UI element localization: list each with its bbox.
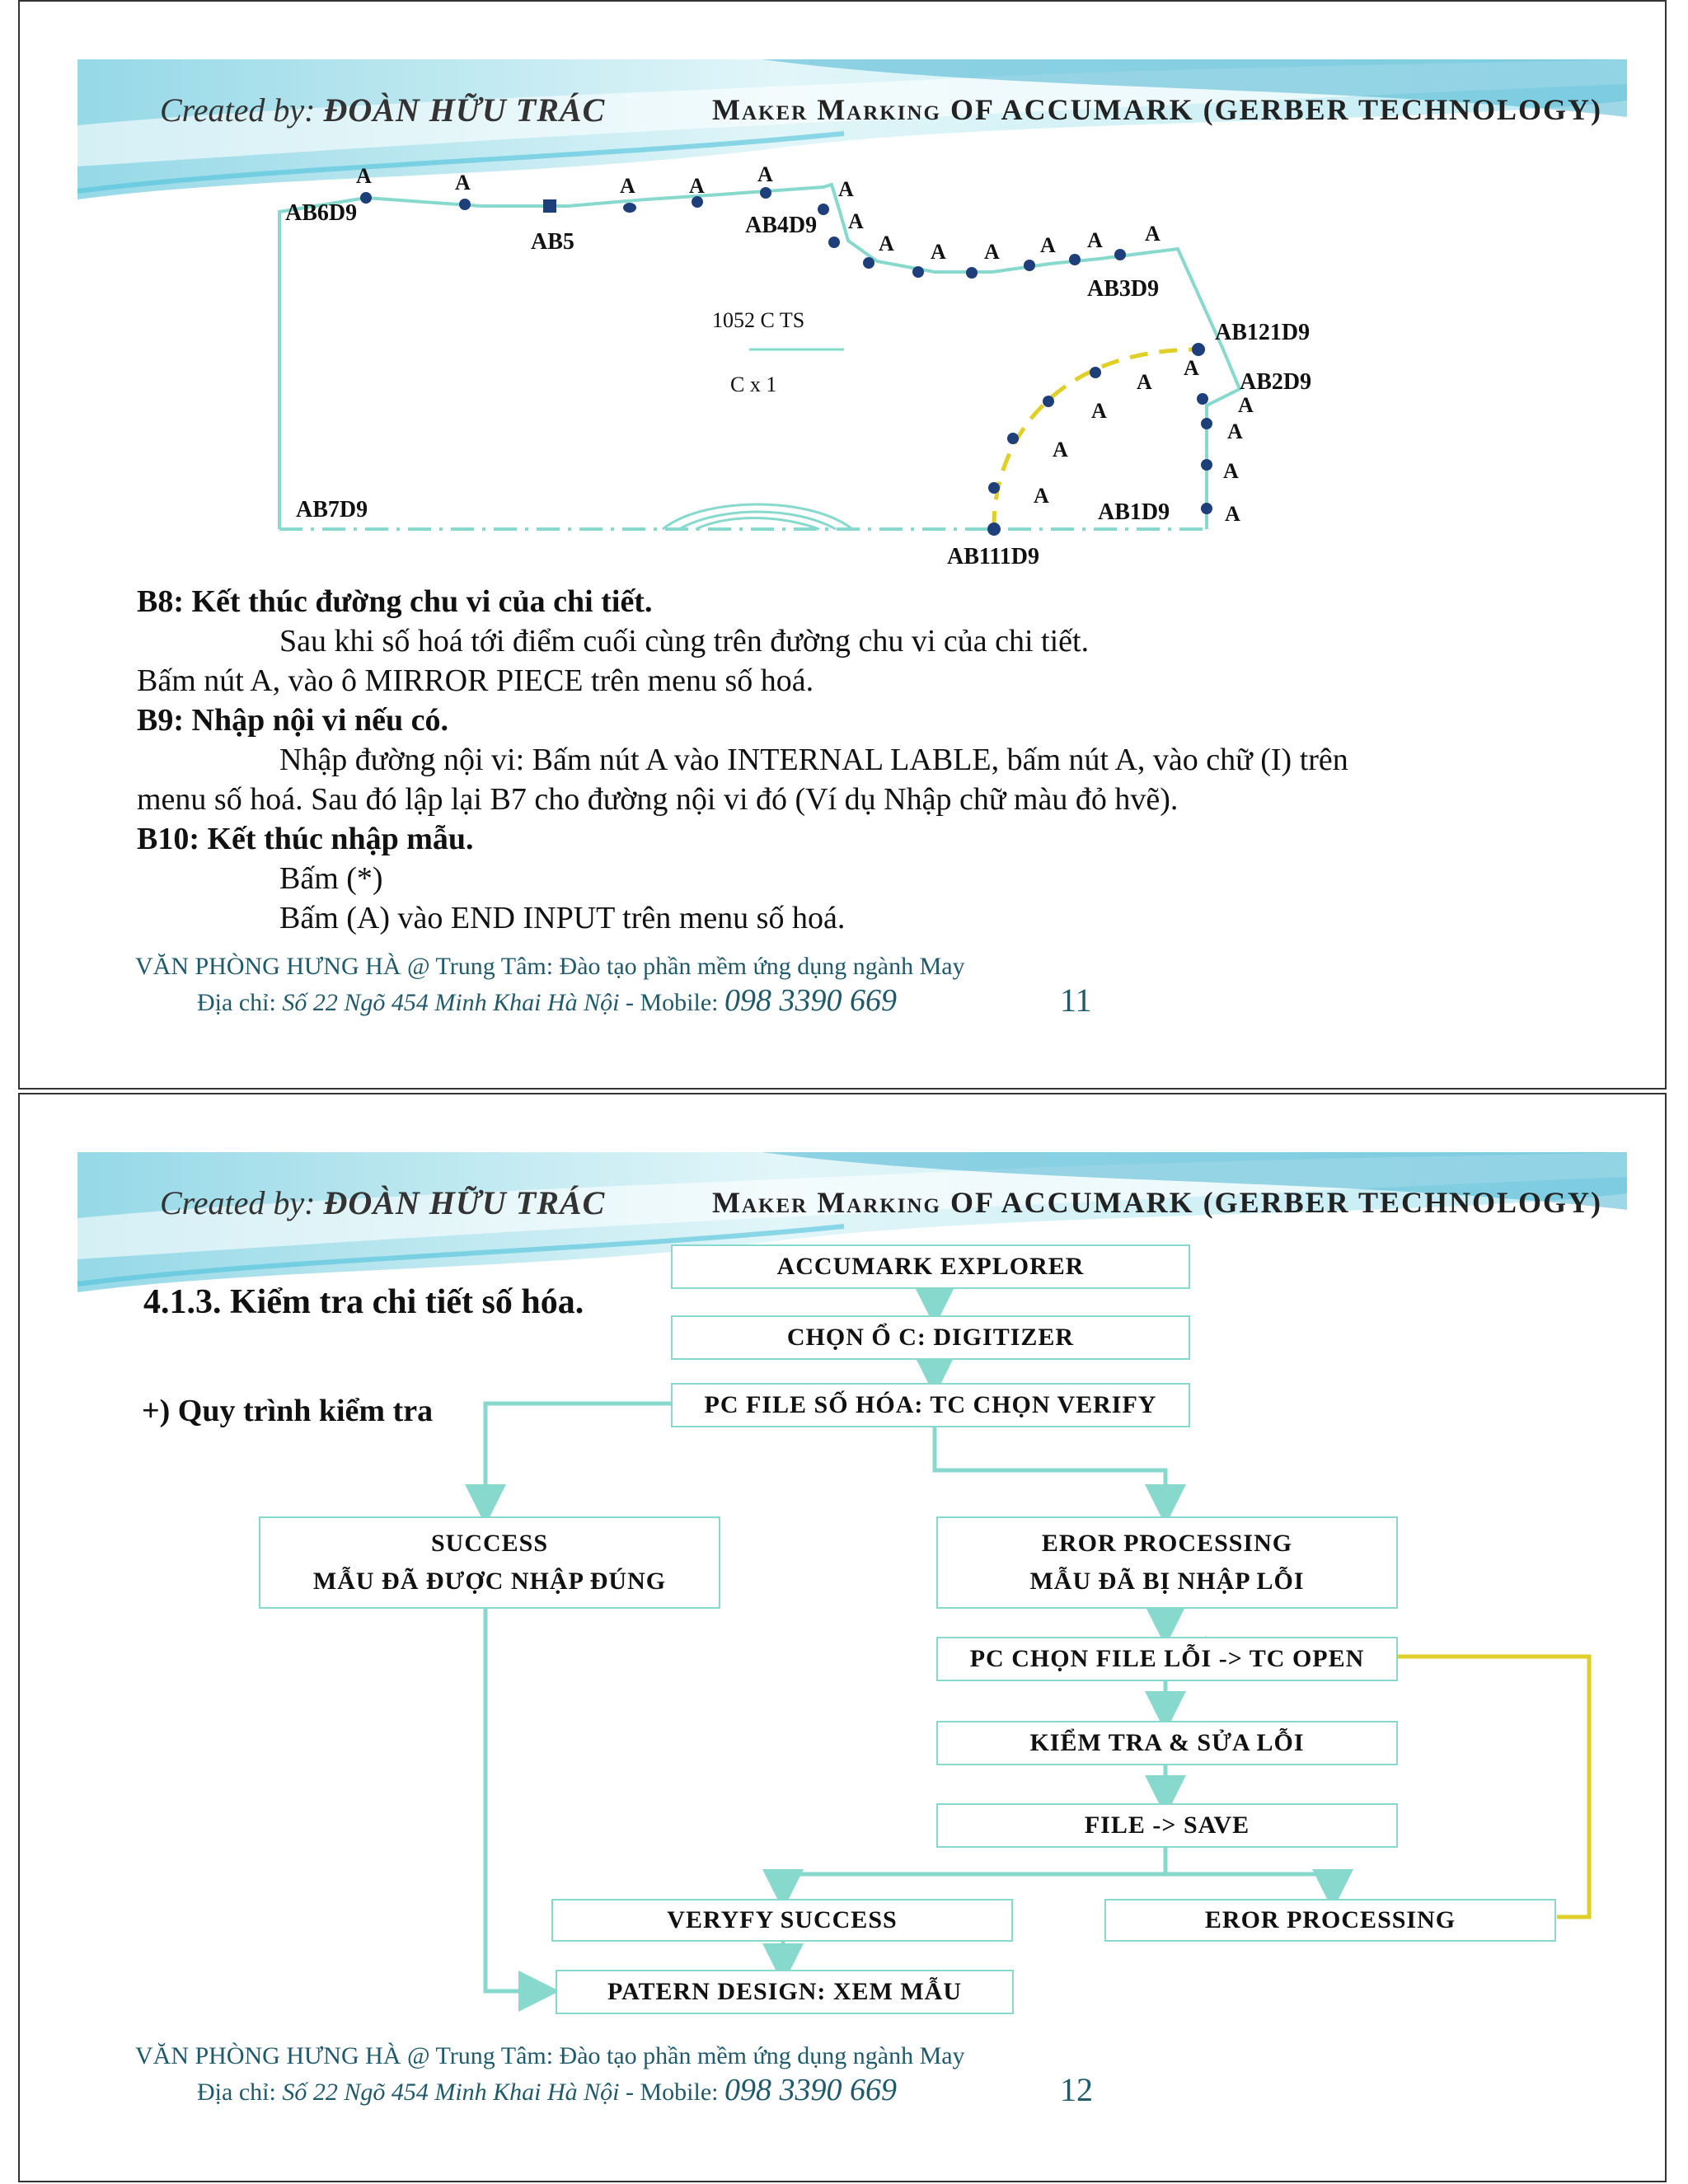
retry-connector bbox=[1182, 1657, 1589, 1917]
point-label: A bbox=[931, 240, 946, 264]
point-label: A bbox=[1225, 502, 1240, 526]
point-label: A bbox=[1238, 393, 1254, 417]
address-label: Địa chỉ: bbox=[197, 989, 276, 1016]
b10-line-2: Bấm (A) vào END INPUT trên menu số hoá. bbox=[279, 901, 846, 935]
point-marker bbox=[623, 203, 636, 213]
point-marker bbox=[1197, 393, 1208, 405]
footer-office: VĂN PHÒNG HƯNG HÀ @ Trung Tâm: Đào tạo phần mềm ứng dụng ngành May bbox=[135, 953, 965, 980]
point-marker bbox=[1201, 418, 1212, 429]
address-value: Số 22 Ngõ 454 Minh Khai Hà Nội bbox=[282, 2079, 620, 2106]
label-ab5: AB5 bbox=[531, 229, 574, 255]
mobile-number: 098 3390 669 bbox=[724, 2073, 898, 2107]
slide-11 bbox=[18, 0, 1667, 1090]
point-marker bbox=[692, 196, 703, 208]
point-marker bbox=[760, 187, 771, 199]
point-label: A bbox=[1137, 370, 1152, 394]
piece-qty-label: C x 1 bbox=[730, 373, 777, 396]
flow-verify: PC FILE SỐ HÓA: TC CHỌN VERIFY bbox=[671, 1383, 1190, 1427]
footer-address bbox=[197, 2072, 897, 2108]
page-number: 12 bbox=[1060, 2071, 1093, 2108]
flow-error bbox=[936, 1516, 1398, 1609]
point-label: A bbox=[879, 232, 894, 255]
point-marker bbox=[863, 257, 874, 269]
point-marker bbox=[1201, 503, 1212, 514]
b9-line-2: menu số hoá. Sau đó lập lại B7 cho đường nội vi đó (Ví dụ Nhập chữ màu đỏ hvẽ). bbox=[137, 782, 1179, 817]
point-marker bbox=[1201, 459, 1212, 471]
mobile-label: - Mobile: bbox=[619, 2079, 725, 2106]
connector bbox=[485, 1404, 671, 1509]
b10-line-1: Bấm (*) bbox=[279, 861, 383, 896]
point-label: A bbox=[1184, 356, 1199, 380]
created-label: Created by: bbox=[160, 1184, 316, 1221]
flow-verify-success: VERYFY SUCCESS bbox=[551, 1899, 1013, 1942]
point-label: A bbox=[1034, 484, 1049, 508]
flow-success bbox=[259, 1516, 720, 1609]
point-label: A bbox=[1145, 222, 1160, 246]
author-name: ĐOÀN HỮU TRÁC bbox=[323, 1184, 606, 1221]
point-marker bbox=[818, 204, 829, 215]
mobile-number: 098 3390 669 bbox=[724, 983, 898, 1018]
point-label: A bbox=[1040, 233, 1056, 257]
b8-line-1: Sau khi số hoá tới điểm cuối cùng trên đường chu vi của chi tiết. bbox=[279, 624, 1090, 658]
point-marker bbox=[1114, 249, 1126, 260]
error-title: EROR PROCESSING bbox=[1041, 1530, 1293, 1557]
point-label: A bbox=[620, 174, 635, 198]
point-label: A bbox=[848, 209, 864, 233]
error-desc: MẪU ĐÃ BỊ NHẬP LỖI bbox=[1029, 1568, 1305, 1595]
label-ab6d9: AB6D9 bbox=[285, 200, 358, 226]
point-marker bbox=[1192, 343, 1205, 356]
slide-12 bbox=[18, 1093, 1667, 2182]
digitized-points bbox=[360, 187, 1212, 536]
flow-file-save: FILE -> SAVE bbox=[936, 1803, 1398, 1848]
label-ab7d9: AB7D9 bbox=[296, 497, 368, 523]
point-marker bbox=[828, 237, 840, 248]
point-marker bbox=[1024, 260, 1035, 271]
connector bbox=[1165, 1874, 1333, 1894]
label-ab4d9: AB4D9 bbox=[745, 213, 818, 238]
mobile-label: - Mobile: bbox=[619, 989, 725, 1016]
label-ab111d9: AB111D9 bbox=[947, 544, 1040, 569]
doc-title: Maker Marking OF ACCUMARK (GERBER TECHNOLOGY) bbox=[712, 1186, 1603, 1219]
point-label: A bbox=[689, 174, 705, 198]
success-desc: MẪU ĐÃ ĐƯỢC NHẬP ĐÚNG bbox=[312, 1568, 667, 1595]
flow-open-error-file: PC CHỌN FILE LỖI -> TC OPEN bbox=[936, 1637, 1398, 1681]
created-label: Created by: bbox=[160, 91, 316, 129]
label-ab2d9: AB2D9 bbox=[1240, 369, 1312, 395]
point-marker bbox=[1007, 433, 1019, 444]
flow-check-fix: KIỂM TRA & SỬA LỖI bbox=[936, 1721, 1398, 1765]
process-subtitle: +) Quy trình kiểm tra bbox=[142, 1394, 434, 1428]
point-marker bbox=[1090, 367, 1101, 378]
b9-title: B9: Nhập nội vi nếu có. bbox=[137, 703, 448, 738]
point-marker bbox=[966, 267, 978, 279]
author-name: ĐOÀN HỮU TRÁC bbox=[323, 91, 606, 129]
point-marker bbox=[912, 266, 924, 278]
flow-patern-design: PATERN DESIGN: XEM MẪU bbox=[556, 1970, 1014, 2014]
flow-error-processing: EROR PROCESSING bbox=[1104, 1899, 1556, 1942]
piece-name-label: 1052 C TS bbox=[712, 308, 805, 332]
point-marker bbox=[1043, 396, 1054, 407]
flow-select-digitizer: CHỌN Ổ C: DIGITIZER bbox=[671, 1315, 1190, 1360]
page-number: 11 bbox=[1060, 982, 1092, 1019]
label-ab1d9: AB1D9 bbox=[1098, 499, 1170, 525]
footer-office: VĂN PHÒNG HƯNG HÀ @ Trung Tâm: Đào tạo phần mềm ứng dụng ngành May bbox=[135, 2042, 965, 2069]
point-marker bbox=[987, 523, 1001, 536]
connector bbox=[485, 1609, 543, 1991]
point-label: A bbox=[757, 162, 773, 186]
point-label: A bbox=[1053, 438, 1068, 462]
connector bbox=[935, 1426, 1165, 1509]
point-label: A bbox=[1091, 399, 1107, 423]
point-marker bbox=[988, 482, 1000, 494]
b8-line-2: Bấm nút A, vào ô MIRROR PIECE trên menu số hoá. bbox=[137, 663, 814, 698]
footer-address bbox=[197, 982, 897, 1019]
point-label: A bbox=[455, 171, 471, 194]
point-marker bbox=[360, 192, 372, 204]
b8-title: B8: Kết thúc đường chu vi của chi tiết. bbox=[137, 584, 653, 619]
point-marker bbox=[459, 199, 471, 210]
point-label: A bbox=[356, 164, 372, 188]
point-label: A bbox=[1223, 459, 1239, 483]
connector bbox=[783, 1848, 1165, 1894]
address-label: Địa chỉ: bbox=[197, 2079, 276, 2106]
label-ab121d9: AB121D9 bbox=[1215, 320, 1311, 345]
flow-accumark-explorer: ACCUMARK EXPLORER bbox=[671, 1244, 1190, 1289]
doc-title: Maker Marking OF ACCUMARK (GERBER TECHNOLOGY) bbox=[712, 93, 1603, 126]
b9-line-1: Nhập đường nội vi: Bấm nút A vào INTERNAL LABLE, bấm nút A, vào chữ (I) trên bbox=[279, 743, 1348, 777]
b10-title: B10: Kết thúc nhập mẫu. bbox=[137, 822, 474, 856]
point-label: A bbox=[1227, 419, 1243, 443]
success-title: SUCCESS bbox=[430, 1530, 549, 1557]
point-label: A bbox=[1087, 228, 1103, 252]
pattern-piece-diagram bbox=[20, 2, 1667, 579]
point-label: A bbox=[838, 177, 854, 201]
section-title: 4.1.3. Kiểm tra chi tiết số hóa. bbox=[143, 1283, 584, 1321]
point-marker bbox=[1069, 254, 1081, 265]
label-ab3d9: AB3D9 bbox=[1087, 276, 1160, 302]
address-value: Số 22 Ngõ 454 Minh Khai Hà Nội bbox=[282, 989, 620, 1016]
point-label: A bbox=[984, 240, 1000, 264]
point-marker bbox=[543, 199, 556, 213]
